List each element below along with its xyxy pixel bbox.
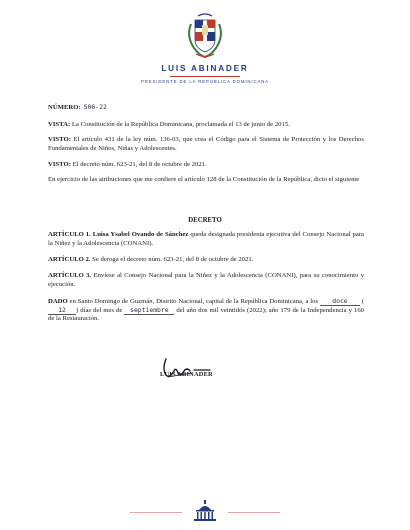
visto-paragraph-1 xyxy=(48,136,364,153)
vista-label: VISTA: xyxy=(48,121,71,128)
articulo-1-label: ARTÍCULO 1. xyxy=(48,231,91,238)
signer-name: LUIS ABINADER xyxy=(160,371,213,378)
palace-icon xyxy=(190,500,220,522)
articulo-3-text: Envíese al Consejo Nacional para la Niñez y la Adolescencia (CONANI), para su conocimiento y ejecución. xyxy=(48,272,364,288)
header-name: LUIS ABINADER xyxy=(161,64,249,73)
articulo-1-text: queda designada presidenta ejecutiva del Consejo Nacional para la Niñez y la Adolescencia (CONANI). xyxy=(48,231,365,247)
numero-line xyxy=(48,103,364,113)
visto-text-2: El decreto núm. 623-21, del 8 de octubre de 2021. xyxy=(72,161,207,168)
articulo-2-label: ARTÍCULO 2. xyxy=(48,256,91,263)
vista-text: La Constitución de la República Dominicana, proclamada el 13 de junio de 2015. xyxy=(71,121,290,128)
dado-text-1: en Santo Domingo de Guzmán, Distrito Nacional, capital de la República Dominicana, a los xyxy=(69,298,319,305)
header-divider xyxy=(170,76,240,77)
articulo-3-paragraph xyxy=(48,272,364,289)
articulo-3-label: ARTÍCULO 3. xyxy=(48,272,92,279)
coat-of-arms-icon xyxy=(182,10,228,60)
numero-label: NÚMERO: xyxy=(48,104,81,111)
header-subtitle: PRESIDENTE DE LA REPÚBLICA DOMINICANA xyxy=(140,79,270,84)
articulo-1-paragraph xyxy=(48,231,364,248)
articulo-2-text: Se deroga el decreto núm. 623-21, del 8 de octubre de 2021. xyxy=(92,256,254,263)
vista-paragraph xyxy=(48,121,364,130)
articulo-2-paragraph xyxy=(48,256,364,265)
visto-label-1: VISTO: xyxy=(48,136,71,143)
dado-label: DADO xyxy=(48,298,68,305)
visto-text-1: El artículo 431 de la ley núm. 136-03, que crea el Código para el Sistema de Protección y los Derechos Fundamentales de Niños, Niñas y Adolescentes. xyxy=(48,136,364,152)
visto-paragraph-2 xyxy=(48,161,364,170)
ejercicio-paragraph: En ejercicio de las atribuciones que me confiere el artículo 128 de la Constitución de la República, dicto el siguiente xyxy=(48,176,360,183)
articulo-1-name: Luisa Ysabel Ovando de Sánchez xyxy=(92,231,189,238)
numero-value: 506-22 xyxy=(83,103,107,111)
month-field: septiembre xyxy=(124,307,174,315)
footer-divider-right xyxy=(228,512,280,513)
visto-label-2: VISTO: xyxy=(48,161,71,168)
decreto-title: DECRETO xyxy=(188,217,222,224)
footer-divider-left xyxy=(130,512,182,513)
dado-text-3: del año dos mil veintidós (2022); año 179 de la Independencia y 160 de la Restauración. xyxy=(48,306,365,323)
day-number-field: 12 xyxy=(48,307,76,315)
day-words-field: doce xyxy=(320,298,360,306)
dado-paragraph: DADO en Santo Domingo de Guzmán, Distrito Nacional, capital de la República Dominicana, a los doce (12 ) días del mes de septiembre del año dos mil veintidós (2022); año 179 de la Independencia y 160 de la Restauración. xyxy=(48,297,365,323)
dado-text-2: días del mes de xyxy=(80,306,123,314)
